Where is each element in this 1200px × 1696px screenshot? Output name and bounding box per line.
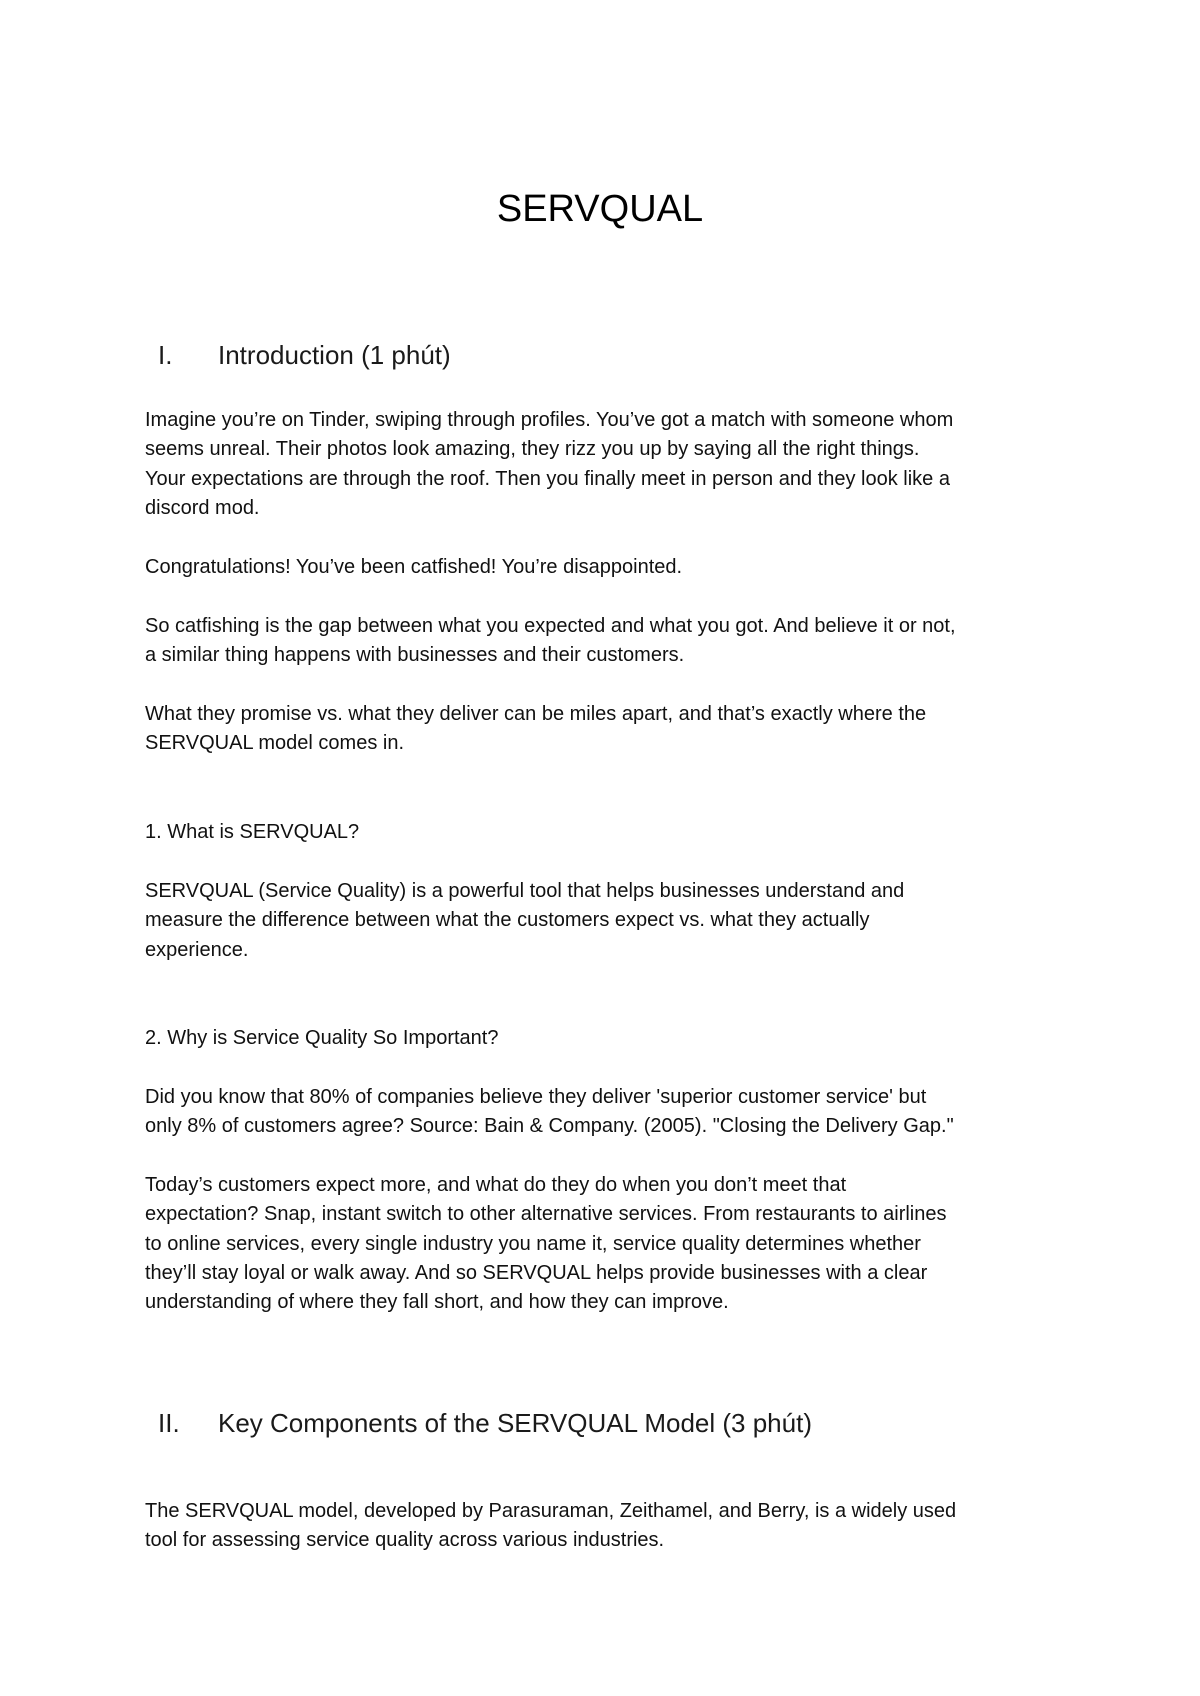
text-line: understanding of where they fall short, and how they can improve. [145,1291,729,1314]
text-line: So catfishing is the gap between what you expected and what you got. And believe it or not, [145,615,956,637]
text-line: SERVQUAL model comes in. [145,732,404,755]
text-line: Today’s customers expect more, and what do they do when you don’t meet that [145,1174,847,1196]
text-line: discord mod. [145,496,260,519]
text-line: to online services, every single industry you name it, service quality determines whether [145,1232,921,1255]
text-line: The SERVQUAL model, developed by Parasuraman, Zeithamel, and Berry, is a widely used [145,1500,957,1522]
subheading-why-important [145,1024,1075,1053]
document-title: SERVQUAL [496,188,704,230]
paragraph-servqual-definition [145,877,1075,965]
text-line: only 8% of customers agree? Source: Bain & Company. (2005). "Closing the Delivery Gap." [145,1115,954,1138]
text-line: seems unreal. Their photos look amazing, they rizz you up by saying all the right things. [145,438,920,461]
paragraph-catfished [145,553,1075,582]
paragraph-servqual-model [145,1497,1075,1556]
text-line: Did you know that 80% of companies believe they deliver 'superior customer service' but [145,1086,927,1108]
text-line: What they promise vs. what they deliver can be miles apart, and that’s exactly where the [145,703,927,725]
paragraph-customers-expect [145,1171,1075,1317]
text-line: tool for assessing service quality across various industries. [145,1529,665,1552]
paragraph-statistics [145,1083,1075,1142]
text-line: expectation? Snap, instant switch to other alternative services. From restaurants to airlines [145,1203,947,1226]
text-line: Your expectations are through the roof. Then you finally meet in person and they look like a [145,467,950,490]
paragraph-tinder-intro [145,406,1075,523]
text-line: a similar thing happens with businesses and their customers. [145,644,685,667]
section-heading-text: Key Components of the SERVQUAL Model (3 phút) [218,1408,812,1438]
paragraph-promise-deliver [145,700,1075,759]
text-line: they’ll stay loyal or walk away. And so SERVQUAL helps provide businesses with a clear [145,1261,928,1284]
section-number: II. [158,1408,180,1438]
text-line: Congratulations! You’ve been catfished! You’re disappointed. [145,556,683,578]
text-line: 1. What is SERVQUAL? [145,821,360,843]
text-line: 2. Why is Service Quality So Important? [145,1027,499,1049]
text-line: Imagine you’re on Tinder, swiping through profiles. You’ve got a match with someone whom [145,409,954,431]
subheading-what-is-servqual [145,818,1075,847]
text-line: SERVQUAL (Service Quality) is a powerful tool that helps businesses understand and [145,880,905,902]
section-heading-key-components [158,1406,812,1440]
section-heading-introduction [158,338,451,372]
section-number: I. [158,340,173,370]
text-line: measure the difference between what the customers expect vs. what they actually [145,909,870,932]
paragraph-gap [145,612,1075,671]
text-line: experience. [145,938,249,961]
section-heading-text: Introduction (1 phút) [218,340,451,370]
